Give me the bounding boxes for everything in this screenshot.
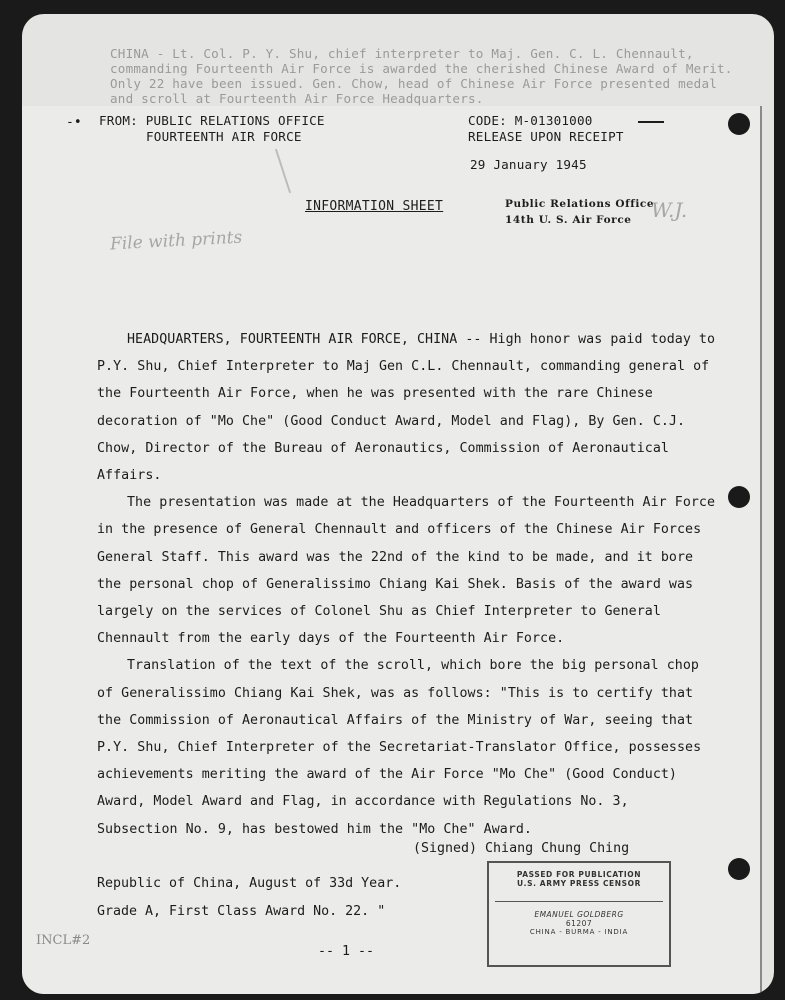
- stamp-censor-line: U.S. ARMY PRESS CENSOR: [516, 879, 641, 888]
- stamp-theater: CHINA - BURMA - INDIA: [529, 928, 629, 936]
- award-grade-line: Grade A, First Class Award No. 22. ": [97, 904, 386, 919]
- pro-line: 14th U. S. Air Force: [505, 214, 632, 226]
- release-code: CODE: M-01301000: [468, 113, 593, 128]
- binder-hole: [728, 486, 750, 508]
- stamp-passed-line: PASSED FOR PUBLICATION: [516, 870, 642, 879]
- handwritten-initials: W.J.: [651, 198, 688, 222]
- pro-line: Public Relations Office: [505, 198, 655, 210]
- press-release-body: [97, 326, 717, 843]
- paragraph-presentation: The presentation was made at the Headquarters of the Fourteenth Air Force in the presence of General Chennault and officers of the Chinese Air Forces General Staff. This award was the 22nd of the kind to be made, and it bore the personal chop of Generalissimo Chiang Kai Shek. Basis of the award was largely on the services of Colonel Shu as Chief Interpreter to General Chennault from the early days of the Fourteenth Air Force.: [97, 495, 716, 647]
- binder-hole: [728, 858, 750, 880]
- censor-stamp: [487, 861, 671, 967]
- release-date: 29 January 1945: [470, 157, 587, 172]
- page-edge: [760, 106, 762, 994]
- stamp-censor-number: 61207: [565, 919, 593, 928]
- handwritten-margin-note: INCL#2: [36, 933, 91, 948]
- binder-hole: [728, 113, 750, 135]
- information-sheet-title: INFORMATION SHEET: [305, 199, 444, 214]
- public-relations-block: [505, 196, 654, 228]
- from-line: FROM: PUBLIC RELATIONS OFFICE: [99, 113, 325, 128]
- photo-caption: [110, 46, 750, 106]
- caption-line: CHINA - Lt. Col. P. Y. Shu, chief interpreter to Maj. Gen. C. L. Chennault,: [110, 46, 694, 61]
- handwritten-file-note: File with prints: [109, 227, 243, 255]
- margin-dash: -•: [66, 115, 82, 130]
- stamp-rule: [495, 901, 663, 902]
- republic-date-line: Republic of China, August of 33d Year.: [97, 876, 402, 891]
- signature-line: (Signed) Chiang Chung Ching: [413, 841, 630, 856]
- stamp-censor-name: EMANUEL GOLDBERG: [534, 910, 624, 919]
- paragraph-translation: Translation of the text of the scroll, which bore the big personal chop of Generalissimo Chiang Kai Shek, was as follows: "This is to certify that the Commission of Aeronautical Affairs of the Ministry of War, seeing that P.Y. Shu, Chief Interpreter of the Secretariat-Translator Office, possesses achievements meriting the award of the Air Force "Mo Che" (Good Conduct) Award, Model Award and Flag, in accordance with Regulations No. 3, Subsection No. 9, has bestowed him the "Mo Che" Award.: [97, 658, 702, 837]
- caption-line: commanding Fourteenth Air Force is awarded the cherished Chinese Award of Merit.: [110, 61, 733, 76]
- caption-line: Only 22 have been issued. Gen. Chow, head of Chinese Air Force presented medal: [110, 76, 718, 91]
- header-rule: [638, 121, 664, 123]
- caption-line: and scroll at Fourteenth Air Force Headquarters.: [110, 91, 484, 106]
- from-unit: FOURTEENTH AIR FORCE: [146, 129, 302, 144]
- page-number: -- 1 --: [318, 944, 375, 959]
- paragraph-lead: HEADQUARTERS, FOURTEENTH AIR FORCE, CHINA -- High honor was paid today to P.Y. Shu, Chief Interpreter to Maj Gen C.L. Chennault, commanding general of the Fourteenth Air Force, when he was presented with the rare Chinese decoration of "Mo Che" (Good Conduct Award, Model and Flag), By Gen. C.J. Chow, Director of the Bureau of Aeronautics, Commission of Aeronautical Affairs.: [97, 332, 716, 484]
- release-instruction: RELEASE UPON RECEIPT: [468, 129, 624, 144]
